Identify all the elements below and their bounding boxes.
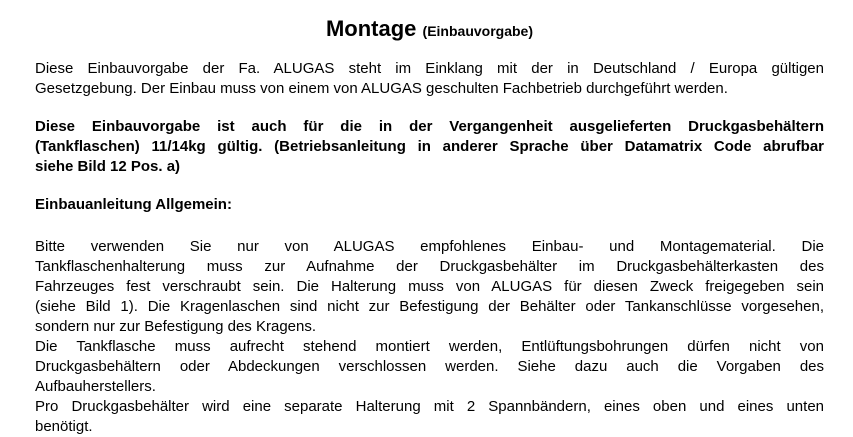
instruction-line: Aufbauherstellers. xyxy=(35,378,156,395)
section-heading: Einbauanleitung Allgemein: xyxy=(35,196,232,213)
instruction-line: (siehe Bild 1). Die Kragenlaschen sind nicht zur Befestigung der Behälter oder Tankanschlüsse vorgesehen, xyxy=(35,298,824,315)
title-subtitle: (Einbauvorgabe) xyxy=(422,23,534,39)
title-main: Montage xyxy=(325,16,417,41)
instruction-line: Die Tankflasche muss aufrecht stehend montiert werden, Entlüftungsbohrungen dürfen nicht von xyxy=(35,338,824,355)
instruction-line: Bitte verwenden Sie nur von ALUGAS empfohlenes Einbau- und Montagematerial. Die xyxy=(35,238,824,255)
instruction-line: benötigt. xyxy=(35,418,93,435)
instruction-line: Fahrzeuges fest verschraubt sein. Die Halterung muss von ALUGAS für diesen Zweck freigegeben sein xyxy=(35,278,824,295)
validity-note xyxy=(35,117,824,177)
page-title xyxy=(35,0,824,44)
intro-paragraph xyxy=(35,59,824,99)
installation-instructions xyxy=(35,237,824,437)
validity-note-line: siehe Bild 12 Pos. a) xyxy=(35,158,181,175)
instruction-line: sondern nur zur Befestigung des Kragens. xyxy=(35,318,317,335)
instruction-line: Tankflaschenhalterung muss zur Aufnahme der Druckgasbehälter im Druckgasbehälterkasten des xyxy=(35,258,824,275)
instruction-line: Pro Druckgasbehälter wird eine separate Halterung mit 2 Spannbändern, eines oben und eines unten xyxy=(35,398,824,415)
validity-note-line: Diese Einbauvorgabe ist auch für die in der Vergangenheit ausgelieferten Druckgasbehältern xyxy=(35,118,824,135)
validity-note-line: (Tankflaschen) 11/14kg gültig. (Betriebsanleitung in anderer Sprache über Datamatrix Code abrufbar xyxy=(35,138,824,155)
instruction-line: Druckgasbehältern oder Abdeckungen verschlossen werden. Siehe dazu auch die Vorgaben des xyxy=(35,358,824,375)
intro-line: Gesetzgebung. Der Einbau muss von einem von ALUGAS geschulten Fachbetrieb durchgeführt werden. xyxy=(35,80,728,97)
document-page xyxy=(35,0,824,437)
intro-line: Diese Einbauvorgabe der Fa. ALUGAS steht im Einklang mit der in Deutschland / Europa gültigen xyxy=(35,60,824,77)
